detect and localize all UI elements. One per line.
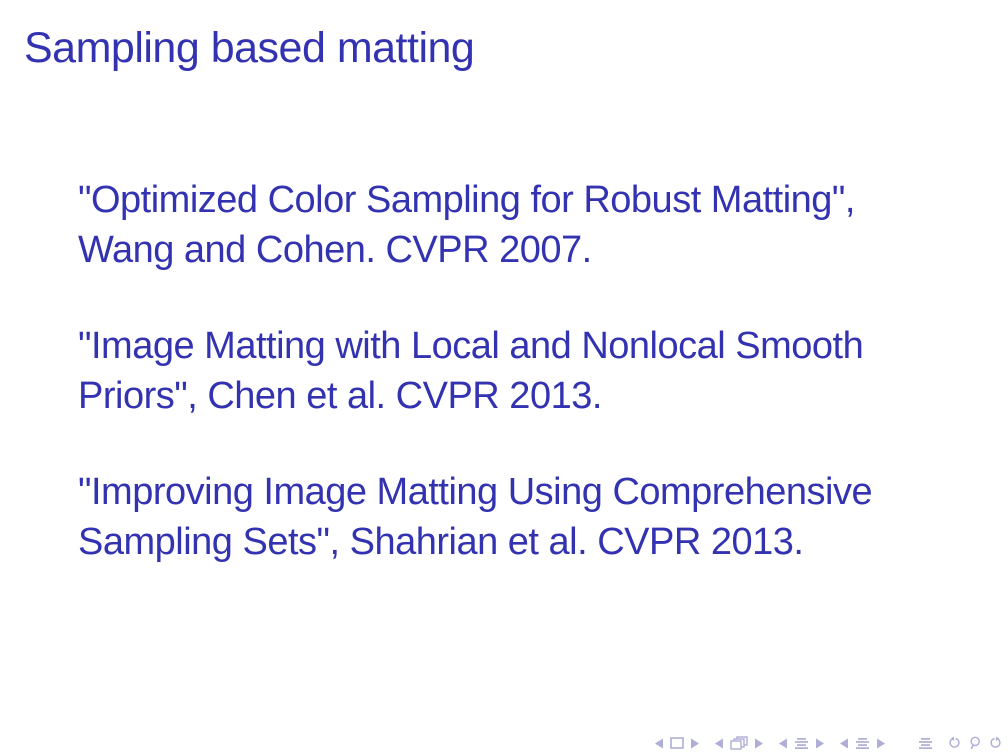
slide-title: Sampling based matting bbox=[24, 24, 475, 72]
reference-line: Wang and Cohen. CVPR 2007. bbox=[78, 229, 592, 271]
redo-circular-arrow-icon bbox=[988, 736, 1003, 750]
nav-group-utilities bbox=[947, 736, 1003, 750]
reference-item bbox=[78, 175, 958, 275]
nav-group-frame bbox=[714, 736, 764, 750]
arrow-left-icon bbox=[839, 738, 849, 749]
nav-group-appendix bbox=[918, 737, 933, 750]
nav-group-section bbox=[839, 737, 886, 750]
nav-subsection-button[interactable] bbox=[794, 737, 809, 750]
frame-icon bbox=[670, 737, 684, 749]
nav-prev-slide-button[interactable] bbox=[654, 738, 664, 749]
nav-group-subsection bbox=[778, 737, 825, 750]
arrow-right-icon bbox=[876, 738, 886, 749]
nav-prev-frame-button[interactable] bbox=[714, 738, 724, 749]
nav-overlay-button[interactable] bbox=[730, 736, 748, 750]
nav-next-slide-button[interactable] bbox=[690, 738, 700, 749]
overlay-frames-icon bbox=[730, 736, 748, 750]
magnifier-icon bbox=[968, 736, 982, 750]
nav-search-button[interactable] bbox=[968, 736, 982, 750]
undo-circular-arrow-icon bbox=[947, 736, 962, 750]
reference-line: Sampling Sets", Shahrian et al. CVPR 2013. bbox=[78, 521, 804, 563]
toc-lines-icon bbox=[918, 737, 933, 750]
nav-back-button[interactable] bbox=[947, 736, 962, 750]
arrow-right-icon bbox=[815, 738, 825, 749]
nav-frame-button[interactable] bbox=[670, 737, 684, 749]
nav-forward-button[interactable] bbox=[988, 736, 1003, 750]
reference-item bbox=[78, 467, 958, 567]
arrow-left-icon bbox=[778, 738, 788, 749]
reference-line: "Optimized Color Sampling for Robust Matting", bbox=[78, 179, 855, 221]
nav-next-section-button[interactable] bbox=[876, 738, 886, 749]
toc-lines-icon bbox=[855, 737, 870, 750]
arrow-left-icon bbox=[714, 738, 724, 749]
reference-item bbox=[78, 321, 958, 421]
nav-next-frame-button[interactable] bbox=[754, 738, 764, 749]
nav-appendix-button[interactable] bbox=[918, 737, 933, 750]
reference-line: "Improving Image Matting Using Comprehensive bbox=[78, 471, 873, 513]
nav-next-subsection-button[interactable] bbox=[815, 738, 825, 749]
beamer-navigation-bar bbox=[654, 736, 1003, 750]
slide-body bbox=[78, 175, 958, 613]
nav-prev-section-button[interactable] bbox=[839, 738, 849, 749]
arrow-left-icon bbox=[654, 738, 664, 749]
toc-lines-icon bbox=[794, 737, 809, 750]
reference-line: Priors", Chen et al. CVPR 2013. bbox=[78, 375, 602, 417]
nav-section-button[interactable] bbox=[855, 737, 870, 750]
nav-prev-subsection-button[interactable] bbox=[778, 738, 788, 749]
reference-line: "Image Matting with Local and Nonlocal Smooth bbox=[78, 325, 864, 367]
arrow-right-icon bbox=[754, 738, 764, 749]
nav-group-slide bbox=[654, 737, 700, 749]
arrow-right-icon bbox=[690, 738, 700, 749]
